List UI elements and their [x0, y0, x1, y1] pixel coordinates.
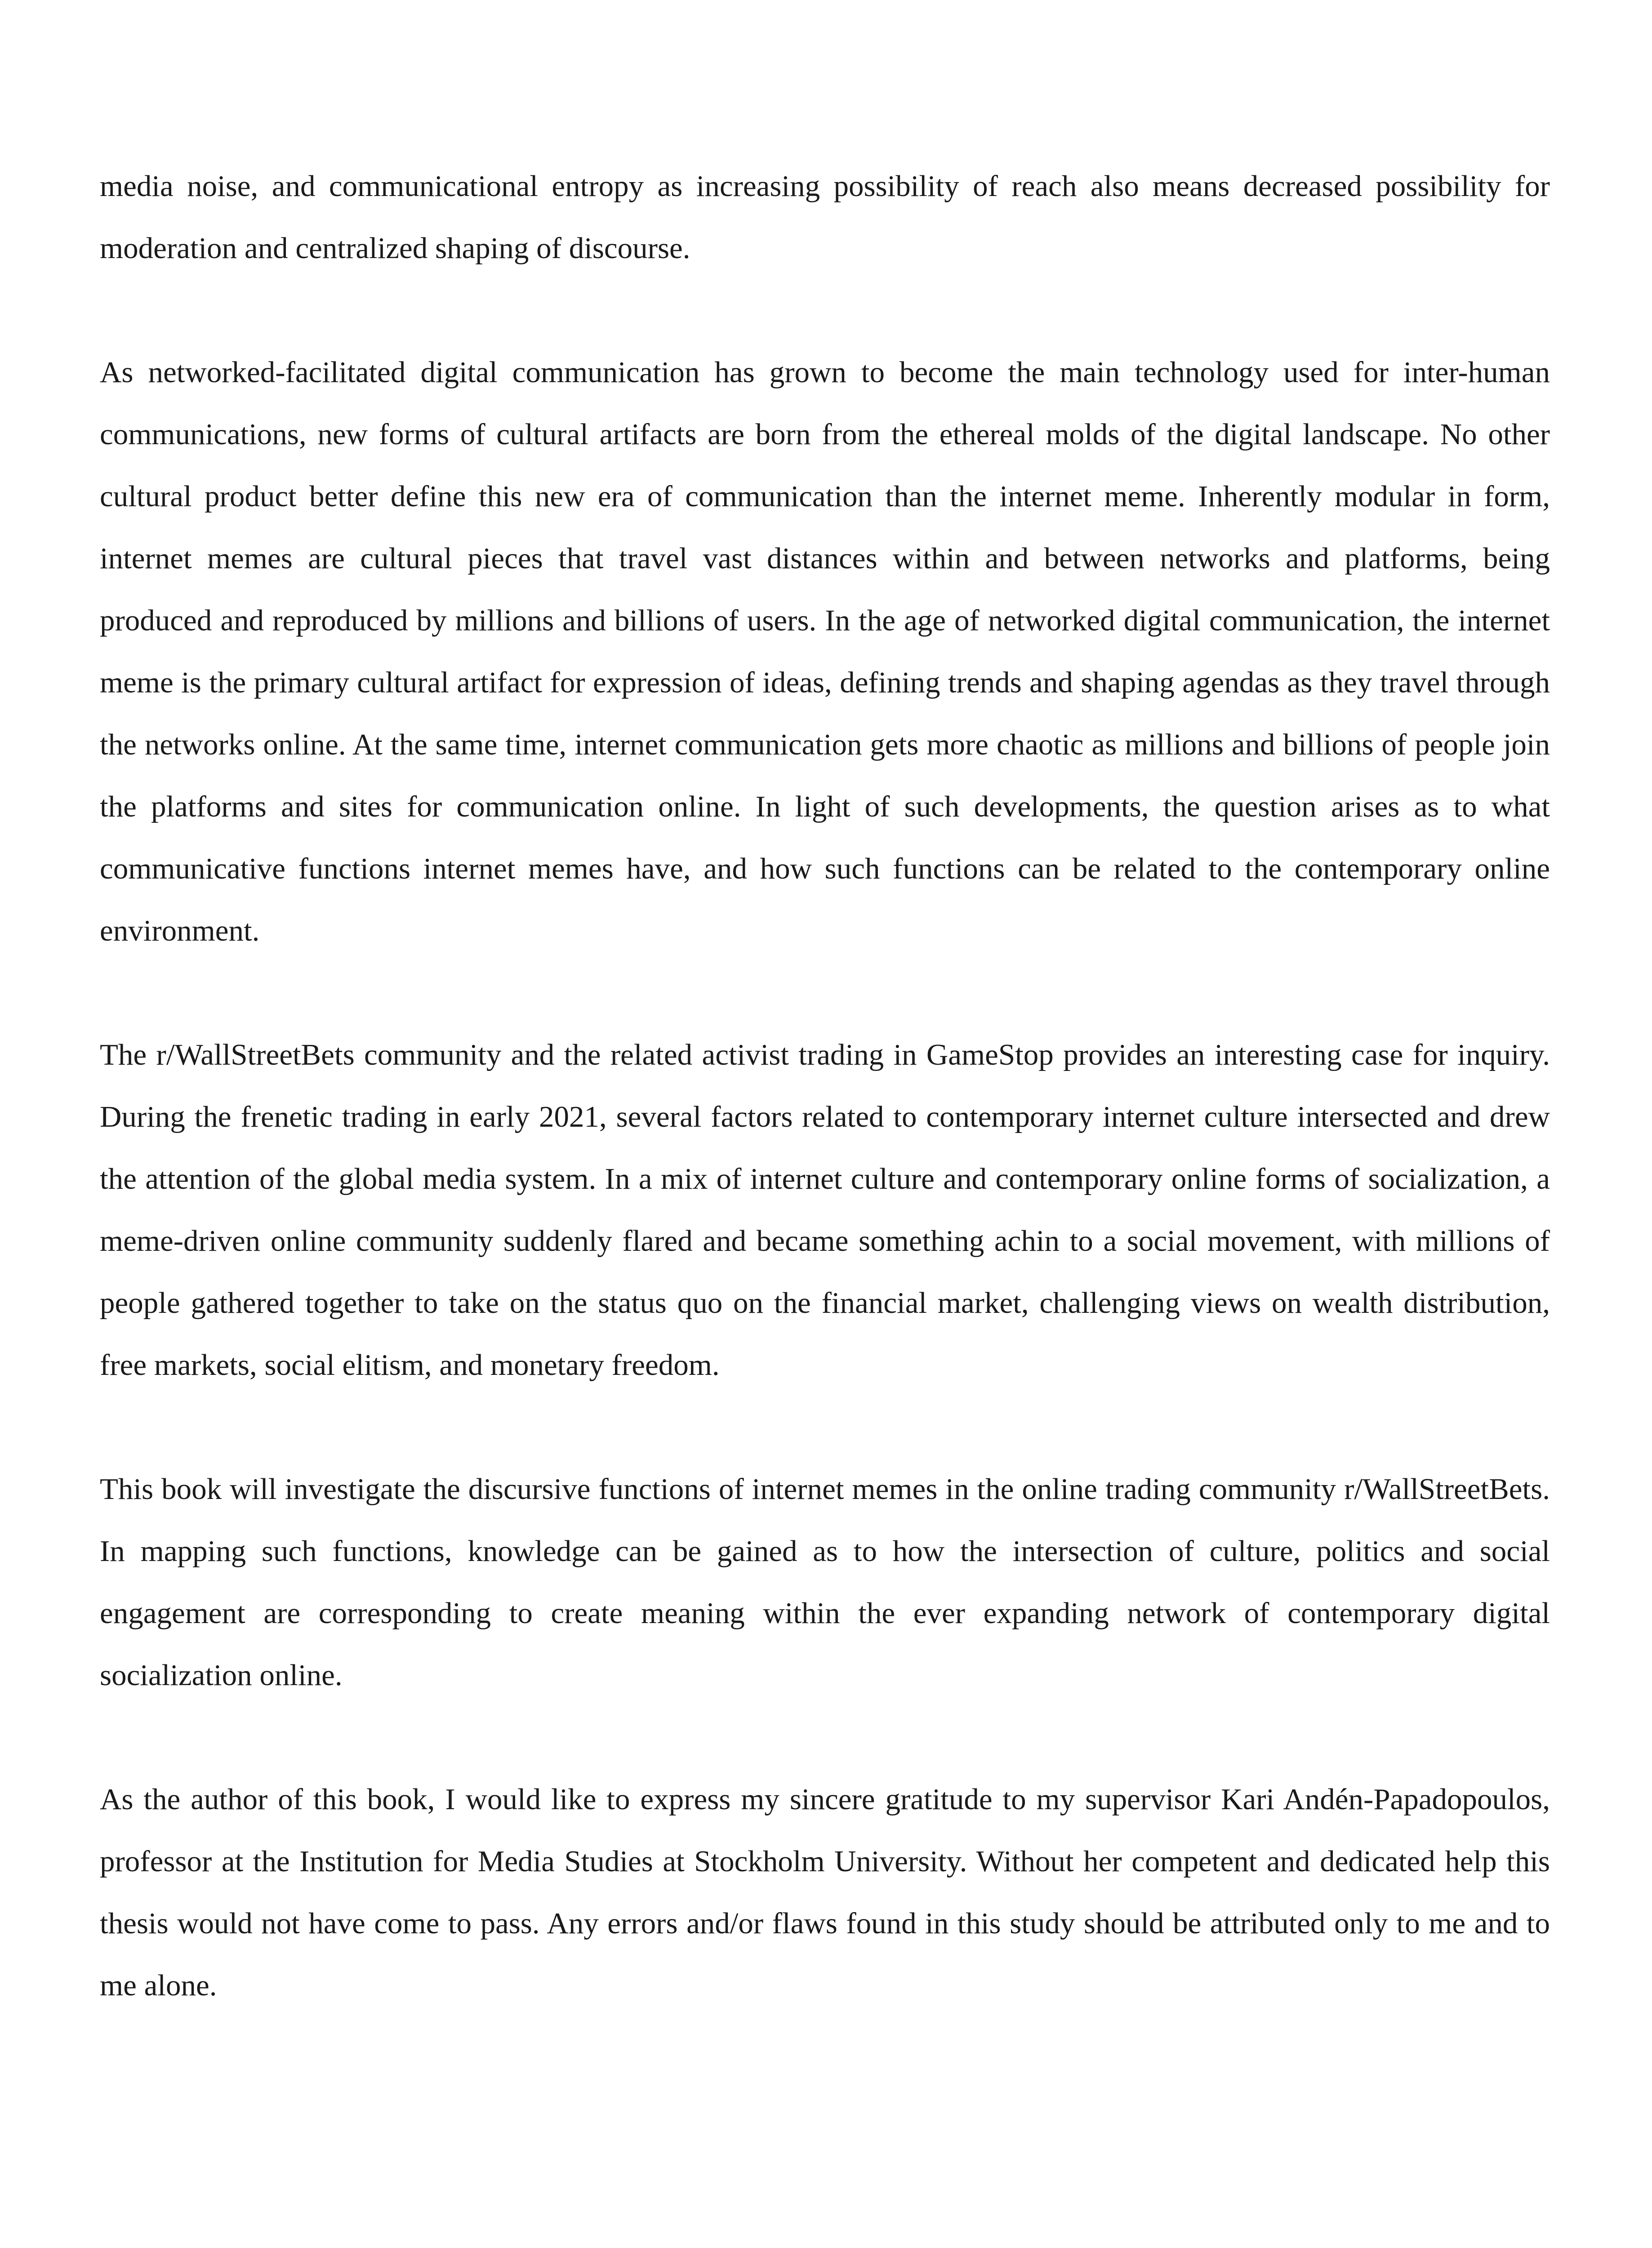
paragraph: This book will investigate the discursive functions of internet memes in the online trading community r/WallStreetBets. In mapping such functions, knowledge can be gained as to how the intersection of culture, politics and social engagement are corresponding to create meaning within the ever expanding network of contemporary digital socialization online. — [100, 1472, 1550, 1692]
body-text — [100, 155, 1550, 2079]
paragraph: The r/WallStreetBets community and the related activist trading in GameStop provides an interesting case for inquiry. During the frenetic trading in early 2021, several factors related to contemporary internet culture intersected and drew the attention of the global media system. In a mix of internet culture and contemporary online forms of socialization, a meme-driven online community suddenly flared and became something achin to a social movement, with millions of people gathered together to take on the status quo on the financial market, challenging views on wealth distribution, free markets, social elitism, and monetary freedom. — [100, 1038, 1550, 1382]
paragraph: As the author of this book, I would like to express my sincere gratitude to my supervisor Kari Andén-Papadopoulos, professor at the Institution for Media Studies at Stockholm University. Without her competent and dedicated help this thesis would not have come to pass. Any errors and/or flaws found in this study should be attributed only to me and to me alone. — [100, 1783, 1550, 2002]
paragraph: media noise, and communicational entropy as increasing possibility of reach also means decreased possibility for moderation and centralized shaping of discourse. — [100, 169, 1550, 265]
paragraph: As networked-facilitated digital communication has grown to become the main technology used for inter-human communications, new forms of cultural artifacts are born from the ethereal molds of the digital landscape. No other cultural product better define this new era of communication than the internet meme. Inherently modular in form, internet memes are cultural pieces that travel vast distances within and between networks and platforms, being produced and reproduced by millions and billions of users. In the age of networked digital communication, the internet meme is the primary cultural artifact for expression of ideas, defining trends and shaping agendas as they travel through the networks online. At the same time, internet communication gets more chaotic as millions and billions of people join the platforms and sites for communication online. In light of such developments, the question arises as to what communicative functions internet memes have, and how such functions can be related to the contemporary online environment. — [100, 356, 1550, 947]
